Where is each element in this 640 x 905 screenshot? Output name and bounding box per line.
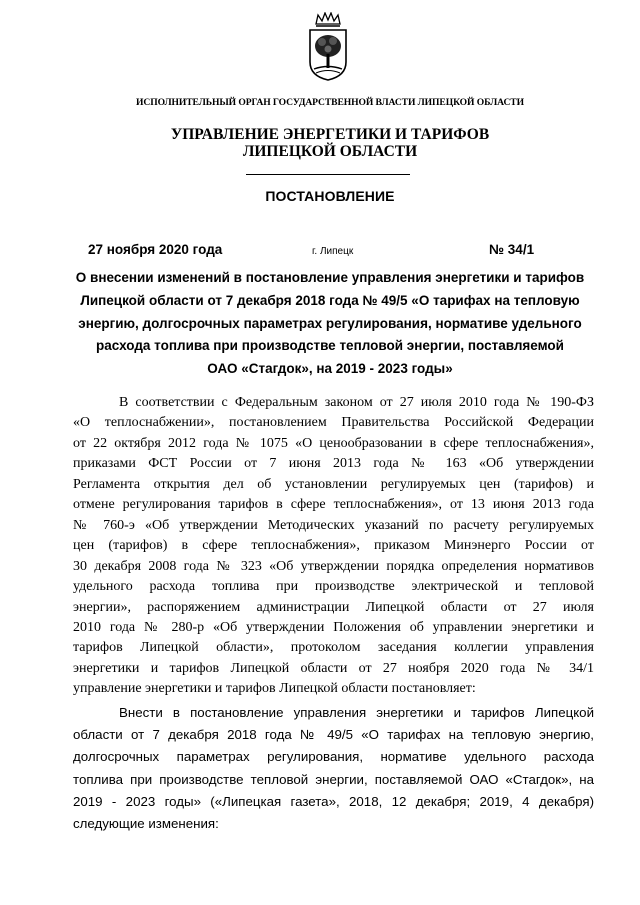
paragraph-line: 30 декабря 2008 года № 323 «Об утверждении порядка определения нормативов [73,558,594,574]
agency-name [60,126,600,160]
paragraph-line: отмене регулирования тарифов в сфере теплоснабжения», от 13 июня 2013 года [73,497,594,513]
title-line: ОАО «Стагдок», на 2019 - 2023 годы» [207,361,453,377]
paragraph-line: управление энергетики и тарифов Липецкой области постановляет: [73,681,476,697]
title-line: расхода топлива при производстве тепловой энергии, поставляемой [96,338,564,354]
agency-name-line: УПРАВЛЕНИЕ ЭНЕРГЕТИКИ И ТАРИФОВ [170,126,490,143]
paragraph-line: энергии», распоряжением администрации Липецкой области от 27 июля [73,599,594,615]
paragraph-line: 2019 - 2023 годы» («Липецкая газета», 2018, 12 декабря; 2019, 4 декабря) [73,793,594,809]
title-line: энергию, долгосрочных параметрах регулирования, нормативе удельного [78,315,582,331]
paragraph-line: от 22 октября 2012 года № 1075 «О ценообразовании в сфере теплоснабжения», [73,435,594,451]
paragraph-line: «О теплоснабжении», постановлением Правительства Российской Федерации [73,415,594,431]
paragraph-line: долгосрочных параметрах регулирования, нормативе удельного расхода [73,749,594,765]
document-city: г. Липецк [312,246,354,257]
title-line: О внесении изменений в постановление управления энергетики и тарифов [75,270,585,285]
agency-name-line: ЛИПЕЦКОЙ ОБЛАСТИ [242,143,418,160]
document-date: 27 ноября 2020 года [88,242,223,257]
paragraph-line: цен (тарифов) в сфере теплоснабжения», приказом Минэнерго России от [73,538,594,554]
paragraph-line: № 760-э «Об утверждении Методических указаний по расчету регулируемых [73,517,594,533]
paragraph-line: приказами ФСТ России от 7 июня 2013 года № 163 «Об утверждении [73,456,594,472]
header-divider [246,174,410,175]
document-number: № 34/1 [489,242,535,257]
paragraph-line: области от 7 декабря 2018 года № 49/5 «О тарифах на тепловую энергию, [73,727,594,743]
paragraph-line: энергетики и тарифов Липецкой области от 27 ноября 2020 года № 34/1 [73,660,594,676]
paragraph-line: Регламента открытия дел об установлении регулируемых цен (тарифов) и [73,476,594,492]
title-line: Липецкой области от 7 декабря 2018 года № 49/5 «О тарифах на тепловую [80,292,580,308]
paragraph-line: Внести в постановление управления энергетики и тарифов Липецкой [119,705,594,720]
lipetsk-coat-of-arms-icon [306,12,350,82]
document-title [60,267,600,381]
preamble-paragraph [73,393,594,700]
paragraph-line: следующие изменения: [73,816,219,832]
paragraph-line: топлива при производстве тепловой энергии, поставляемой ОАО «Стагдок», на [73,771,594,787]
paragraph-line: удельного расхода топлива при производстве электрической и тепловой [73,579,594,595]
paragraph-line: В соответствии с Федеральным законом от 27 июля 2010 года № 190-ФЗ [119,395,594,410]
issuing-organization: ИСПОЛНИТЕЛЬНЫЙ ОРГАН ГОСУДАРСТВЕННОЙ ВЛАСТИ ЛИПЕЦКОЙ ОБЛАСТИ [136,97,524,108]
resolution-paragraph [73,702,594,835]
paragraph-line: тарифов Липецкой области», протоколом заседания коллегии управления [73,640,594,656]
paragraph-line: 2010 года № 280-р «Об утверждении Положения об управлении энергетики и [73,619,594,635]
document-type: ПОСТАНОВЛЕНИЕ [265,188,395,204]
